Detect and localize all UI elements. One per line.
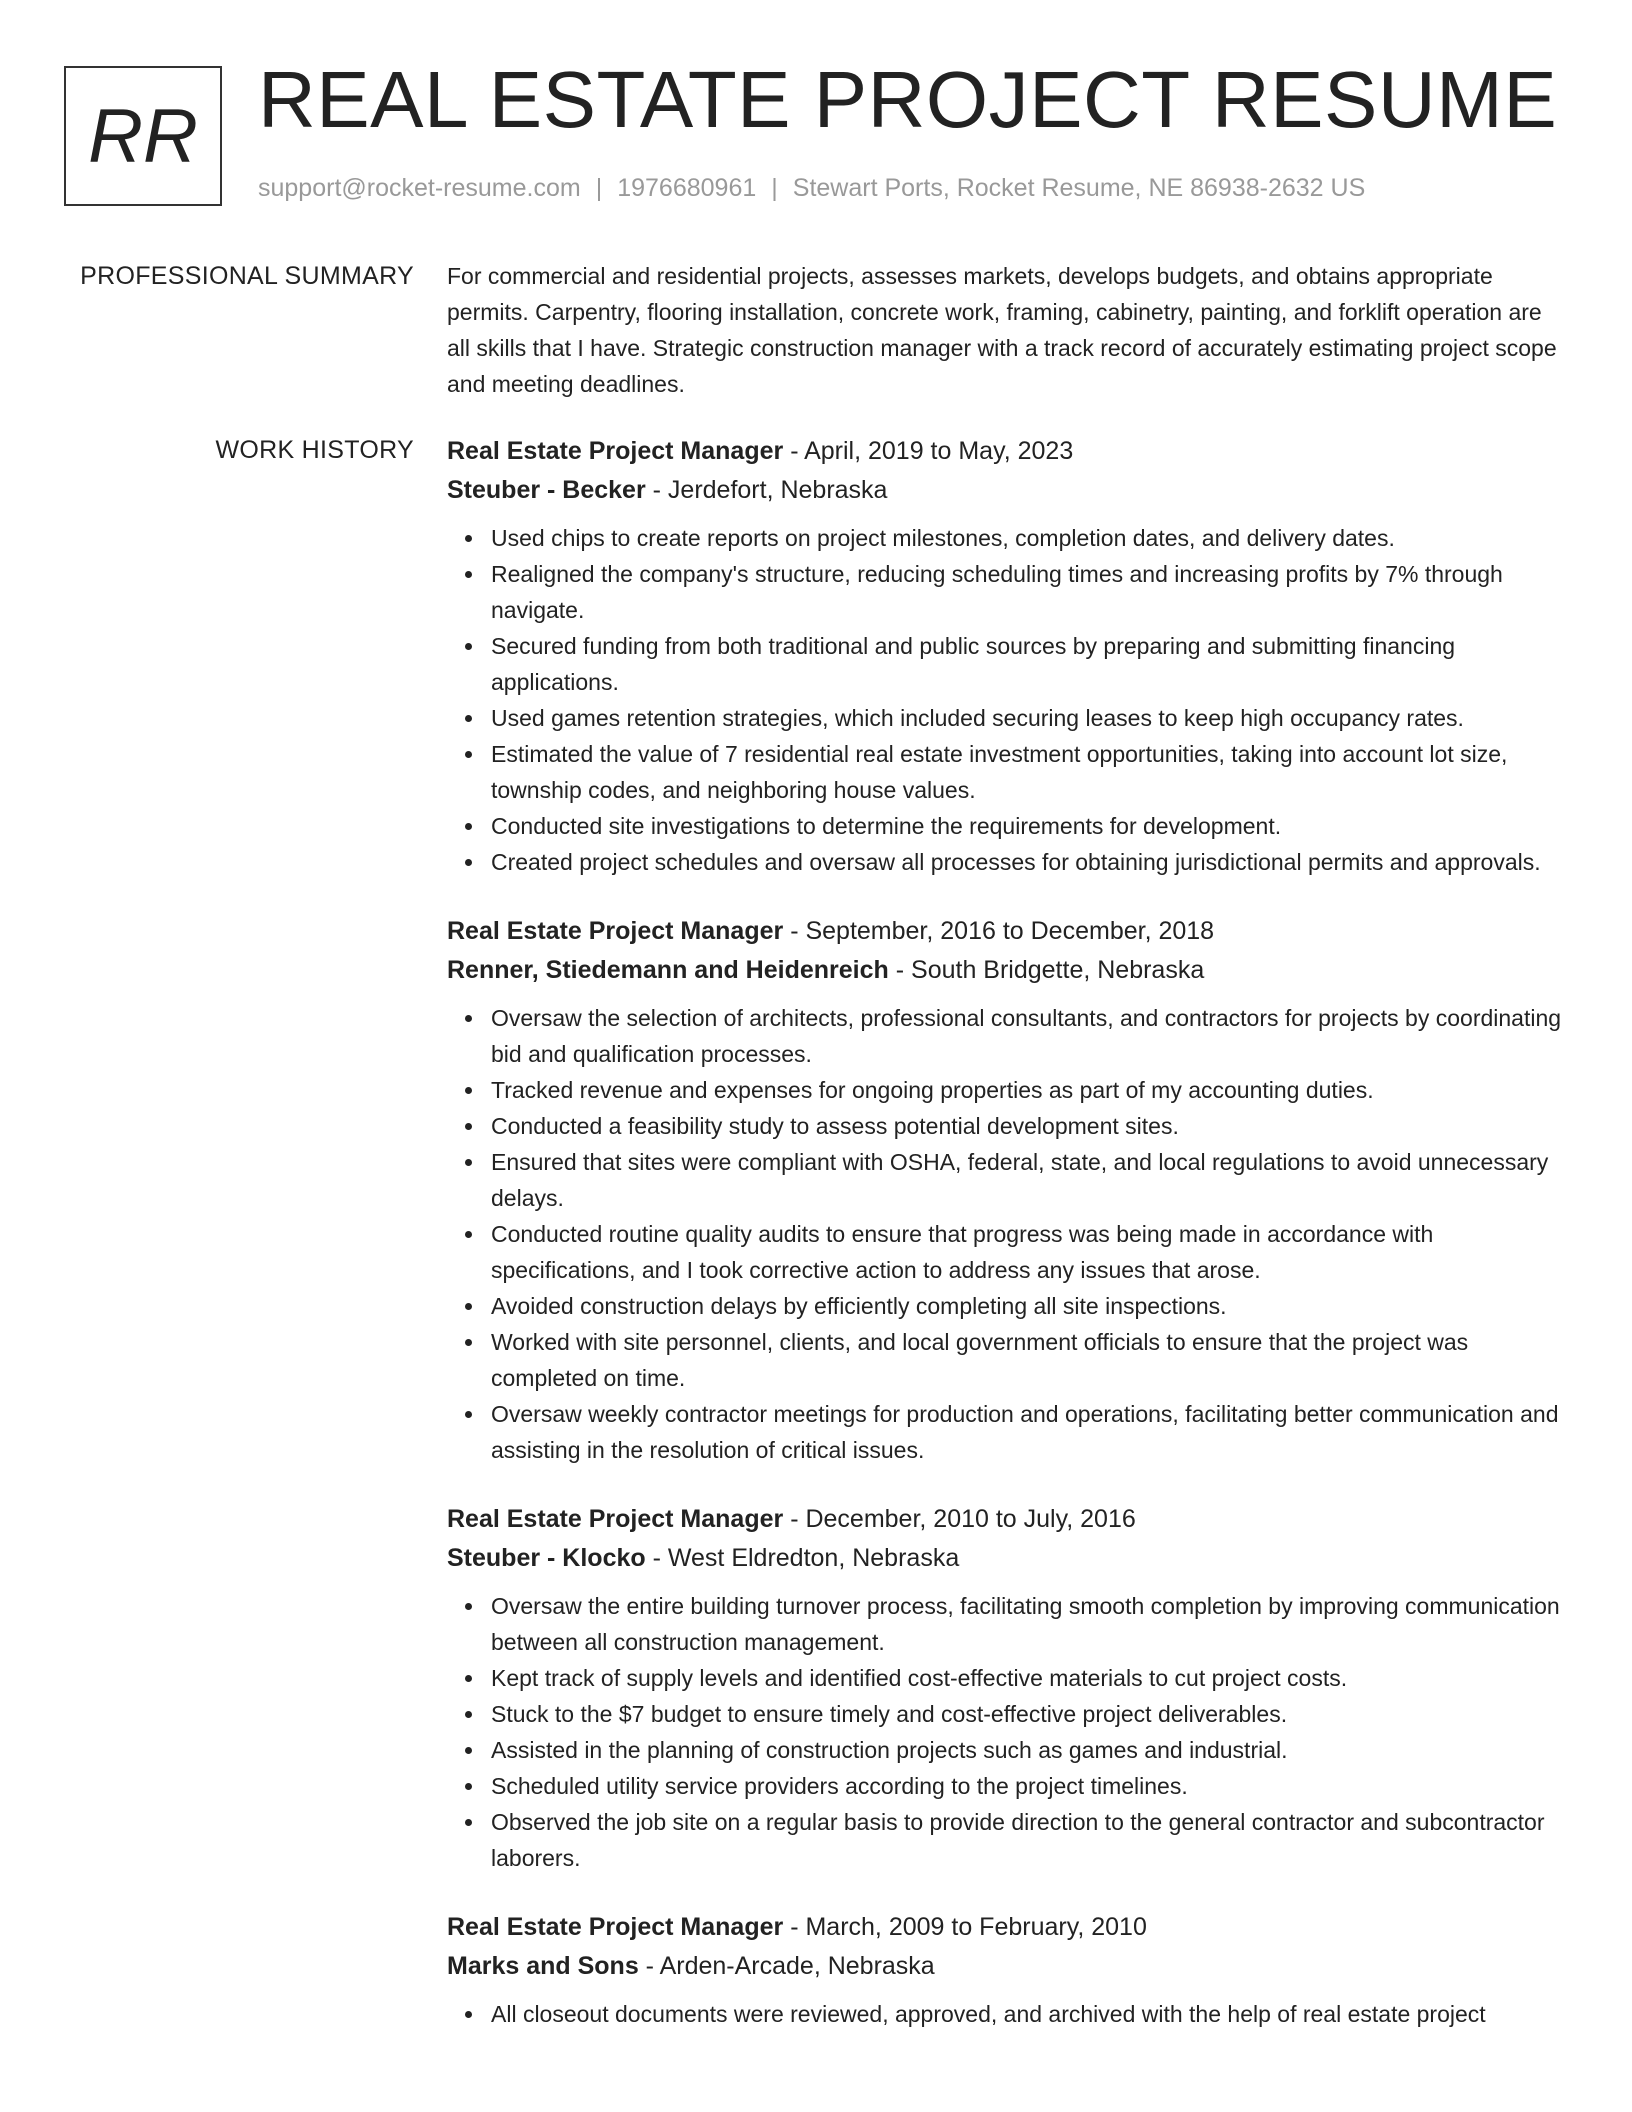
- contact-separator: |: [595, 174, 603, 202]
- job-bullet: Used games retention strategies, which included securing leases to keep high occupancy rates.: [491, 700, 1567, 736]
- job-bullet: All closeout documents were reviewed, approved, and archived with the help of real estate project: [491, 1996, 1567, 2032]
- contact-phone[interactable]: 1976680961: [617, 174, 757, 202]
- job-location: - South Bridgette, Nebraska: [888, 956, 1205, 984]
- job-bullet: Realigned the company's structure, reducing scheduling times and increasing profits by 7% through navigate.: [491, 556, 1567, 628]
- job-location: - Arden-Arcade, Nebraska: [638, 1952, 935, 1980]
- contact-address: Stewart Ports, Rocket Resume, NE 86938-2632 US: [792, 174, 1366, 202]
- job-title: Real Estate Project Manager: [447, 1505, 784, 1533]
- job-company-line: [447, 1539, 1567, 1578]
- job-bullets: [447, 1996, 1567, 2032]
- job-bullet: Scheduled utility service providers according to the project timelines.: [491, 1768, 1567, 1804]
- job-company-line: [447, 1947, 1567, 1986]
- job-title-line: [447, 912, 1567, 951]
- job-entry: [447, 1908, 1567, 2032]
- job-bullet: Conducted routine quality audits to ensure that progress was being made in accordance with specifications, and I took corrective action to address any issues that arose.: [491, 1216, 1567, 1288]
- job-title-line: [447, 1908, 1567, 1947]
- job-company: Steuber - Becker: [447, 476, 646, 504]
- job-company: Renner, Stiedemann and Heidenreich: [447, 956, 889, 984]
- job-entry: [447, 1500, 1567, 1876]
- job-company: Steuber - Klocko: [447, 1544, 646, 1572]
- job-bullet: Worked with site personnel, clients, and local government officials to ensure that the project was completed on time.: [491, 1324, 1567, 1396]
- job-bullet: Avoided construction delays by efficiently completing all site inspections.: [491, 1288, 1567, 1324]
- summary-text: For commercial and residential projects, assesses markets, develops budgets, and obtains appropriate permits. Carpentry, flooring installation, concrete work, framing, cabinetry, painting, and forklift operation are all skills that I have. Strategic construction manager with a track record of accurately estimating project scope and meeting deadlines.: [447, 263, 1557, 397]
- job-dates: - April, 2019 to May, 2023: [783, 437, 1074, 465]
- job-location: - West Eldredton, Nebraska: [645, 1544, 960, 1572]
- work-history-list: [447, 432, 1567, 2064]
- job-bullet: Observed the job site on a regular basis to provide direction to the general contractor and subcontractor laborers.: [491, 1804, 1567, 1876]
- job-dates: - December, 2010 to July, 2016: [783, 1505, 1136, 1533]
- job-dates: - September, 2016 to December, 2018: [783, 917, 1215, 945]
- job-bullet: Oversaw the selection of architects, professional consultants, and contractors for projects by coordinating bid and qualification processes.: [491, 1000, 1567, 1072]
- job-bullets: [447, 520, 1567, 880]
- job-bullet: Oversaw the entire building turnover process, facilitating smooth completion by improving communication between all construction management.: [491, 1588, 1567, 1660]
- job-title: Real Estate Project Manager: [447, 917, 784, 945]
- job-title-line: [447, 1500, 1567, 1539]
- job-bullet: Conducted site investigations to determine the requirements for development.: [491, 808, 1567, 844]
- job-title: Real Estate Project Manager: [447, 1913, 784, 1941]
- job-entry: [447, 912, 1567, 1468]
- monogram-text: RR: [88, 93, 198, 179]
- job-bullet: Used chips to create reports on project milestones, completion dates, and delivery dates.: [491, 520, 1567, 556]
- job-title-line: [447, 432, 1567, 471]
- job-bullet: Oversaw weekly contractor meetings for production and operations, facilitating better communication and assisting in the resolution of critical issues.: [491, 1396, 1567, 1468]
- section-label-work-history: WORK HISTORY: [215, 436, 414, 464]
- job-company-line: [447, 951, 1567, 990]
- job-bullet: Secured funding from both traditional and public sources by preparing and submitting financing applications.: [491, 628, 1567, 700]
- job-entry: [447, 432, 1567, 880]
- contact-separator: |: [771, 174, 778, 202]
- job-bullet: Created project schedules and oversaw all processes for obtaining jurisdictional permits and approvals.: [491, 844, 1567, 880]
- job-bullet: Assisted in the planning of construction projects such as games and industrial.: [491, 1732, 1567, 1768]
- contact-email[interactable]: support@rocket-resume.com: [258, 174, 581, 202]
- job-title: Real Estate Project Manager: [447, 437, 784, 465]
- resume-title: REAL ESTATE PROJECT RESUME: [258, 55, 1558, 144]
- job-location: - Jerdefort, Nebraska: [645, 476, 888, 504]
- job-bullet: Stuck to the $7 budget to ensure timely and cost-effective project deliverables.: [491, 1696, 1567, 1732]
- job-bullet: Estimated the value of 7 residential real estate investment opportunities, taking into account lot size, township codes, and neighboring house values.: [491, 736, 1567, 808]
- job-bullets: [447, 1000, 1567, 1468]
- job-company: Marks and Sons: [447, 1952, 639, 1980]
- section-label-summary: PROFESSIONAL SUMMARY: [80, 262, 414, 290]
- job-dates: - March, 2009 to February, 2010: [783, 1913, 1147, 1941]
- job-bullet: Kept track of supply levels and identified cost-effective materials to cut project costs.: [491, 1660, 1567, 1696]
- job-company-line: [447, 471, 1567, 510]
- job-bullet: Tracked revenue and expenses for ongoing properties as part of my accounting duties.: [491, 1072, 1567, 1108]
- job-bullets: [447, 1588, 1567, 1876]
- job-bullet: Conducted a feasibility study to assess potential development sites.: [491, 1108, 1567, 1144]
- contact-line: [258, 174, 1365, 203]
- monogram-logo: [64, 66, 222, 206]
- job-bullet: Ensured that sites were compliant with OSHA, federal, state, and local regulations to avoid unnecessary delays.: [491, 1144, 1567, 1216]
